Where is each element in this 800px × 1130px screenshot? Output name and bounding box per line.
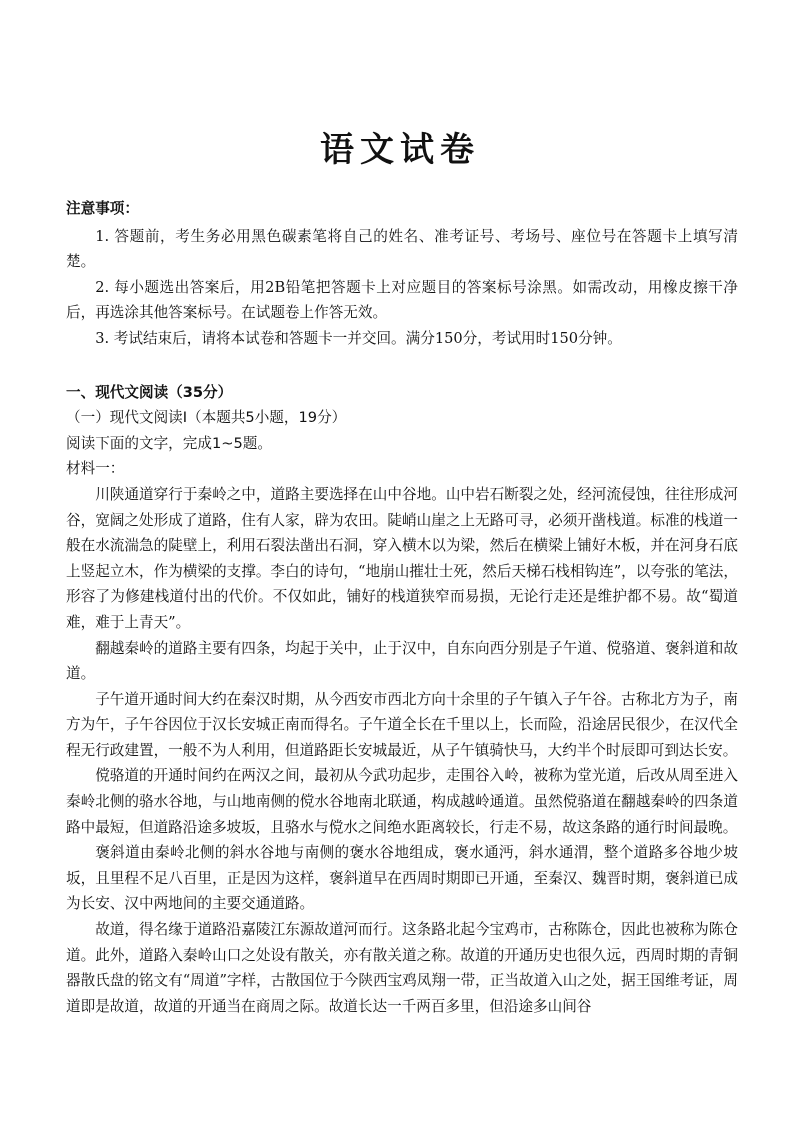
material-label: 材料一： [66,460,125,478]
section-heading: 一、现代文阅读（35分） [66,383,233,401]
material-paragraph-2: 翻越秦岭的道路主要有四条，均起于关中，止于汉中，自东向西分别是子午道、傥骆道、褒斜道和故道。 [66,639,738,683]
notice-heading: 注意事项： [66,200,139,217]
material-paragraph-3: 子午道开通时间大约在秦汉时期，从今西安市西北方向十余里的子午镇入子午谷。古称北方为子，南方为午，子午谷因位于汉长安城正南而得名。子午道全长在千里以上，长而险，沿途居民很少，在汉代全程无行政建置，一般不为人利用，但道路距长安城最近，从子午镇骑快马，大约半个时辰即可到达长安。 [66,690,738,759]
page-title: 语文试卷 [320,130,480,170]
material-paragraph-1: 川陕通道穿行于秦岭之中，道路主要选择在山中谷地。山中岩石断裂之处，经河流侵蚀，往往形成河谷，宽阔之处形成了道路，住有人家，辟为农田。陡峭山崖之上无路可寻，必须开凿栈道。标准的栈道一般在水流湍急的陡壁上，利用石裂法凿出石洞，穿入横木以为梁，然后在横梁上铺好木板，并在河身石底上竖起立木，作为横梁的支撑。李白的诗句，“地崩山摧壮士死，然后天梯石栈相钩连”，以夸张的笔法，形容了为修建栈道付出的代价。不仅如此，铺好的栈道狭窄而易损，无论行走还是维护都不易。故“蜀道难，难于上青天”。 [66,485,738,631]
notice-item-2: 2. 每小题选出答案后，用2B铅笔把答题卡上对应题目的答案标号涂黑。如需改动，用橡皮擦干净后，再选涂其他答案标号。在试题卷上作答无效。 [66,278,738,322]
sub-section-heading: （一）现代文阅读Ⅰ（本题共5小题，19分） [66,409,347,427]
section-spacer [66,352,738,380]
material-paragraph-6: 故道，得名缘于道路沿嘉陵江东源故道河而行。这条路北起今宝鸡市，古称陈仓，因此也被称为陈仓道。此外，道路入秦岭山口之处设有散关，亦有散关道之称。故道的开通历史也很久远，西周时期的青铜器散氏盘的铭文有“周道”字样，古散国位于今陕西宝鸡凤翔一带，正当故道入山之处，据王国维考证，周道即是故道，故道的开通当在商周之际。故道长达一千两百多里，但沿途多山间谷 [66,921,738,1015]
material-paragraph-4: 傥骆道的开通时间约在两汉之间，最初从今武功起步，走围谷入岭，被称为堂光道，后改从周至进入秦岭北侧的骆水谷地，与山地南侧的傥水谷地南北联通，构成越岭通道。虽然傥骆道在翻越秦岭的四条道路中最短，但道路沿途多坡坂，且骆水与傥水之间绝水距离较长，行走不易，故这条路的通行时间最晚。 [66,767,738,836]
reading-instruction: 阅读下面的文字，完成1~5题。 [66,434,272,452]
notice-item-3: 3. 考试结束后，请将本试卷和答题卡一并交回。满分150分，考试用时150分钟。 [95,329,622,347]
notice-item-1: 1. 答题前，考生务必用黑色碳素笔将自己的姓名、准考证号、考场号、座位号在答题卡上填写清楚。 [66,227,738,271]
material-paragraph-5: 褒斜道由秦岭北侧的斜水谷地与南侧的褒水谷地组成，褒水通沔，斜水通渭，整个道路多谷地少坡坂，且里程不足八百里，正是因为这样，褒斜道早在西周时期即已开通，至秦汉、魏晋时期，褒斜道已成为长安、汉中两地间的主要交通道路。 [66,844,738,913]
exam-content [66,196,738,1019]
